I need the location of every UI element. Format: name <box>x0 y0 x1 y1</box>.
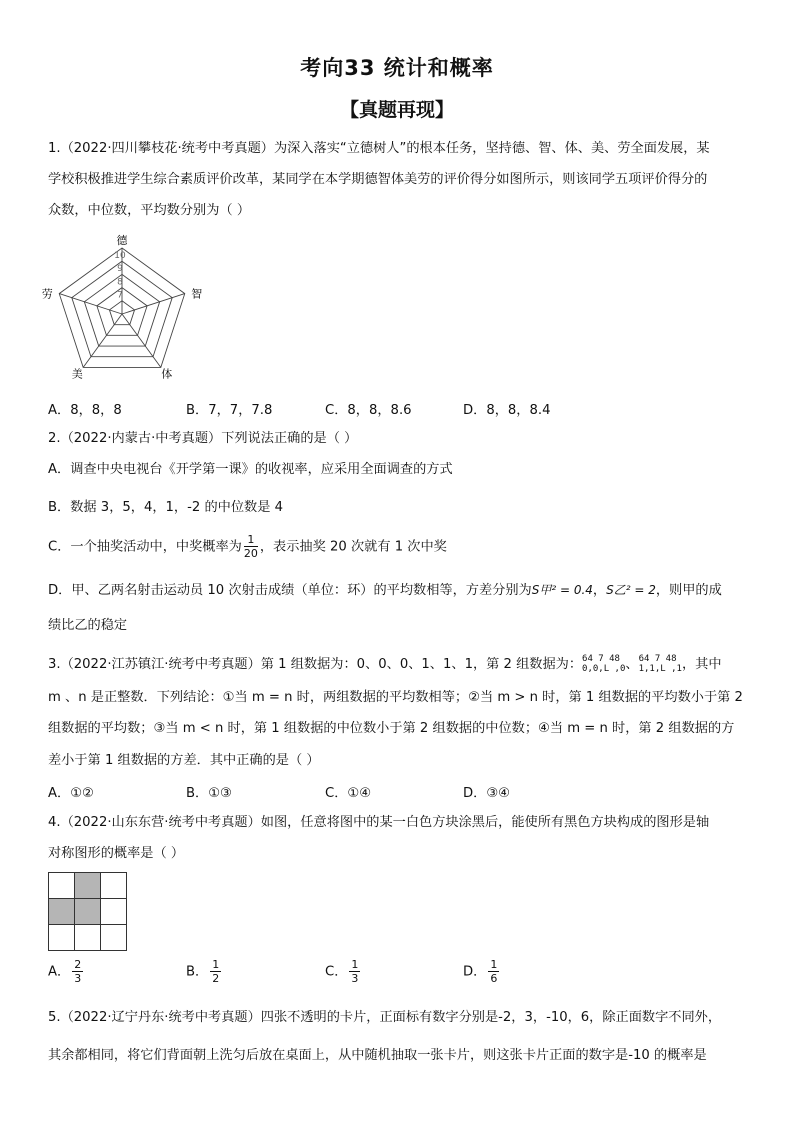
grid-cell-white <box>74 924 101 951</box>
q1-option-c: C．8，8，8.6 <box>325 403 412 418</box>
q3-line2: m 、n 是正整数．下列结论：①当 m = n 时，两组数据的平均数相等；②当 m > n 时，第 1 组数据的平均数小于第 2 <box>48 690 743 705</box>
q2-option-c-text-post: ，表示抽奖 20 次就有 1 次中奖 <box>259 539 447 555</box>
fraction-numerator: 1 <box>212 958 220 971</box>
variance-jia: S甲² = 0.4 <box>531 583 593 597</box>
option-label: B． <box>186 964 209 980</box>
q5-line2: 其余都相同，将它们背面朝上洗匀后放在桌面上，从中随机抽取一张卡片，则这张卡片正面的数字是-10 的概率是 <box>48 1048 707 1063</box>
q3-data-group2-part1 <box>582 654 625 674</box>
grid-cell-white <box>48 924 75 951</box>
radar-tick-8: 8 <box>117 277 123 288</box>
q1-option-b: B．7，7，7.8 <box>186 403 273 418</box>
option-fraction <box>488 958 499 985</box>
q4-line2: 对称图形的概率是（ ） <box>48 846 185 861</box>
q4-option-c <box>325 958 362 985</box>
fraction-denominator: 3 <box>351 972 359 985</box>
q3-option-b: B．①③ <box>186 786 232 801</box>
radar-axis-label-de: 德 <box>116 234 128 247</box>
page-title: 考向33 统计和概率 <box>300 56 494 80</box>
garbled-brace-top: 64 7 48 <box>582 654 620 664</box>
q1-line1: 1.（2022·四川攀枝花·统考中考真题）为深入落实“立德树人”的根本任务，坚持德、智、体、美、劳全面发展，某 <box>48 141 710 156</box>
option-fraction <box>72 958 83 985</box>
q2-option-c <box>48 533 748 560</box>
radar-axis-label-zhi: 智 <box>191 287 203 301</box>
q3-data-group2-part2 <box>639 654 682 674</box>
fraction-denominator: 2 <box>212 972 220 985</box>
radar-tick-9: 9 <box>117 264 123 275</box>
section-subtitle: 【真题再现】 <box>339 99 454 121</box>
q1-line3: 众数，中位数，平均数分别为（ ） <box>48 203 251 218</box>
q3-line1 <box>48 654 748 675</box>
option-fraction <box>210 958 221 985</box>
grid-cell-white <box>48 872 75 899</box>
fraction-denominator: 6 <box>490 972 498 985</box>
q2-option-b: B．数据 3，5，4，1，-2 的中位数是 4 <box>48 500 283 515</box>
q2-option-d-text-mid: ， <box>592 583 607 598</box>
q2-option-c-text-pre: C．一个抽奖活动中，中奖概率为 <box>48 539 242 555</box>
option-fraction <box>349 958 360 985</box>
option-label: D． <box>463 964 487 980</box>
fraction-numerator: 1 <box>244 533 258 547</box>
radar-axis-label-mei: 美 <box>71 367 83 381</box>
square-grid-figure <box>48 872 126 950</box>
q2-option-d-line2: 绩比乙的稳定 <box>48 618 128 633</box>
q2-option-a: A．调查中央电视台《开学第一课》的收视率，应采用全面调查的方式 <box>48 462 453 477</box>
q3-option-c: C．①④ <box>325 786 372 801</box>
q5-line1: 5.（2022·辽宁丹东·统考中考真题）四张不透明的卡片，正面标有数字分别是-2，3，-10，6，除正面数字不同外， <box>48 1010 722 1025</box>
q3-option-a: A．①② <box>48 786 94 801</box>
q3-line3: 组数据的平均数；③当 m < n 时，第 1 组数据的中位数小于第 2 组数据的中位数；④当 m = n 时，第 2 组数据的方 <box>48 721 735 736</box>
radar-axis-label-ti: 体 <box>161 367 173 381</box>
q3-separator: 、 <box>625 657 639 672</box>
q3-line1-post: ，其中 <box>681 657 722 672</box>
q2-option-d <box>48 580 748 601</box>
fraction-numerator: 2 <box>74 958 82 971</box>
q3-line4: 差小于第 1 组数据的方差．其中正确的是（ ） <box>48 753 320 768</box>
q4-option-b <box>186 958 223 985</box>
radar-tick-7: 7 <box>117 290 123 301</box>
q4-option-d <box>463 958 501 985</box>
q1-option-a: A．8，8，8 <box>48 403 122 418</box>
option-label: C． <box>325 964 348 980</box>
q3-option-d: D．③④ <box>463 786 510 801</box>
grid-cell-shaded <box>74 898 101 925</box>
q1-option-d: D．8，8，8.4 <box>463 403 551 418</box>
garbled-brace-bottom: 1,1,L ,1 <box>638 664 682 674</box>
q1-line2: 学校积极推进学生综合素质评价改革，某同学在本学期德智体美劳的评价得分如图所示，则该同学五项评价得分的 <box>48 172 708 187</box>
q2-option-c-fraction <box>244 533 258 560</box>
grid-cell-white <box>100 898 127 925</box>
garbled-brace-top: 64 7 48 <box>638 654 677 664</box>
q4-option-a <box>48 958 85 985</box>
grid-cell-white <box>100 924 127 951</box>
grid-cell-white <box>100 872 127 899</box>
grid-cell-shaded <box>48 898 75 925</box>
q2-line1: 2.（2022·内蒙古·中考真题）下列说法正确的是（ ） <box>48 431 358 446</box>
fraction-denominator: 20 <box>243 547 258 560</box>
grid-cell-shaded <box>74 872 101 899</box>
q2-option-d-text-post: ，则甲的成 <box>655 583 722 598</box>
q4-line1: 4.（2022·山东东营·统考中考真题）如图，任意将图中的某一白色方块涂黑后，能使所有黑色方块构成的图形是轴 <box>48 815 710 830</box>
q3-line1-pre: 3.（2022·江苏镇江·统考中考真题）第 1 组数据为：0、0、0、1、1、1，第 2 组数据为： <box>48 657 583 672</box>
radar-axis-label-lao: 劳 <box>41 287 53 301</box>
fraction-numerator: 1 <box>490 958 498 971</box>
radar-tick-10: 10 <box>114 251 126 261</box>
radar-chart <box>41 232 208 382</box>
garbled-brace-bottom: 0,0,L ,0 <box>582 664 626 674</box>
fraction-numerator: 1 <box>351 958 359 971</box>
variance-yi: S乙² = 2 <box>606 583 656 597</box>
fraction-denominator: 3 <box>74 972 82 985</box>
q2-option-d-text-pre: D．甲、乙两名射击运动员 10 次射击成绩（单位：环）的平均数相等，方差分别为 <box>48 583 532 598</box>
option-label: A． <box>48 964 71 980</box>
